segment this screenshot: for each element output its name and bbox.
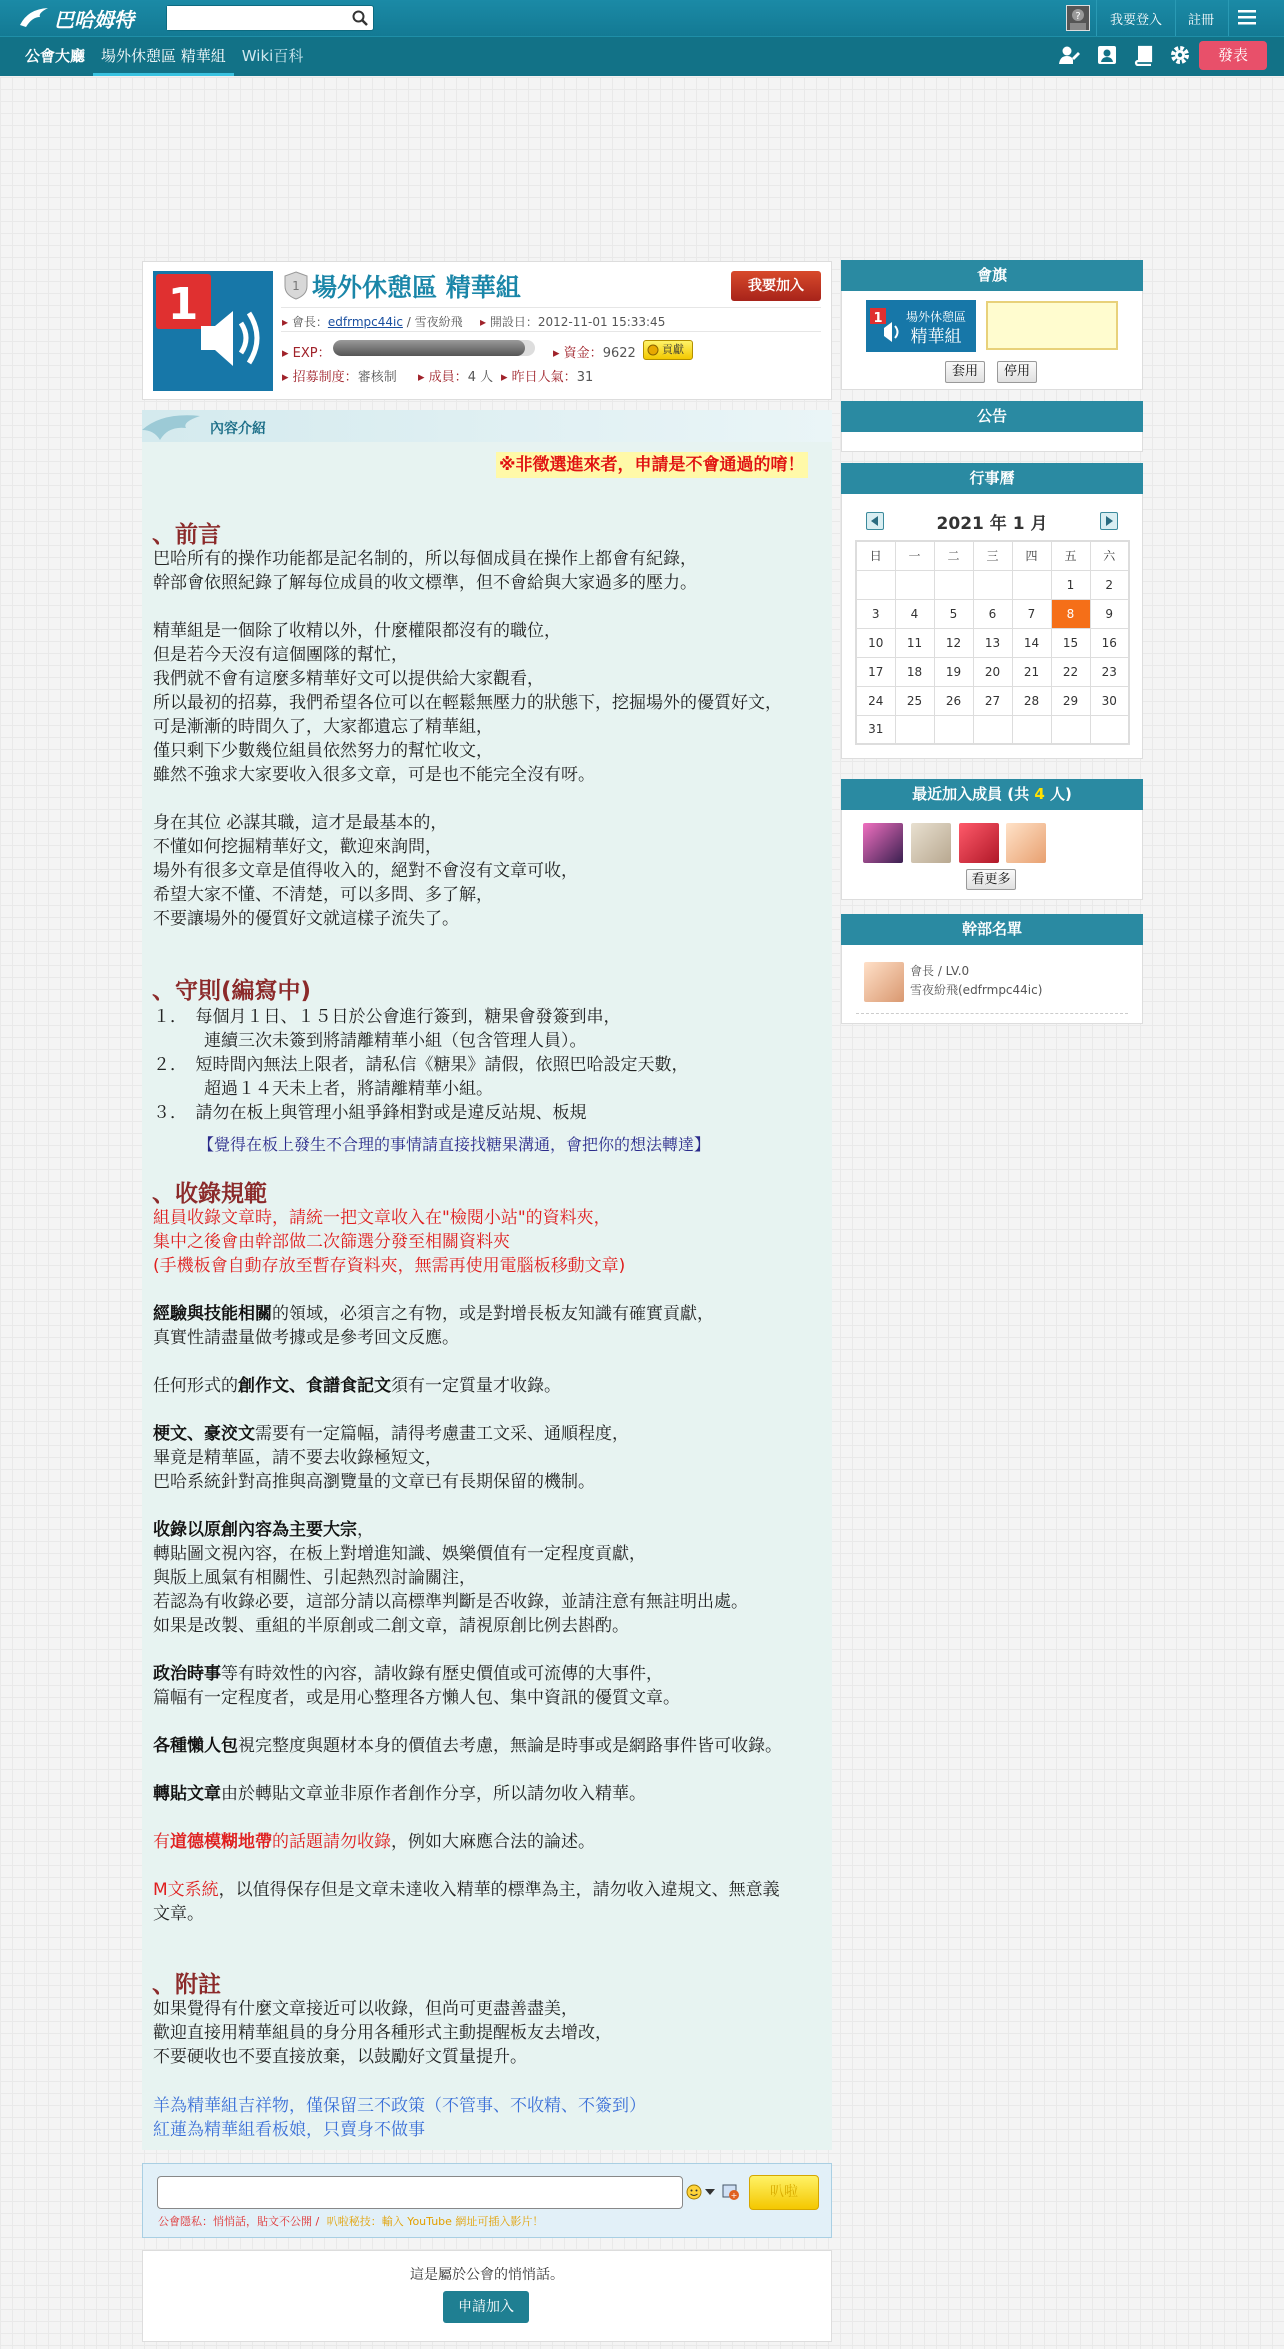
notice-box — [841, 432, 1143, 452]
calendar-day[interactable]: 14 — [1012, 628, 1051, 657]
exp-info: ▸ EXP： — [282, 346, 331, 361]
calendar-day[interactable]: 12 — [934, 628, 973, 657]
funds-label: 資金： — [563, 346, 603, 361]
site-logo[interactable] — [18, 3, 134, 33]
text-line: 幹部會依照紀錄了解每位成員的收文標準，但不會給與大家過多的壓力。 — [153, 573, 697, 593]
join-button[interactable]: 我要加入 — [731, 271, 821, 301]
staff-avatar[interactable] — [864, 962, 904, 1002]
weekday-label: 六 — [1090, 541, 1129, 570]
calendar-day[interactable]: 27 — [973, 686, 1012, 715]
week-row — [856, 599, 1129, 628]
guild-tabs — [17, 36, 311, 76]
guild-flag-image-icon — [866, 300, 976, 352]
search-box — [166, 5, 374, 31]
text-line: 巴哈所有的操作功能都是記名制的，所以每個成員在操作上都會有紀錄， — [153, 549, 697, 569]
para: 任何形式的創作文、食譜食記文須有一定質量才收錄。 — [153, 1376, 561, 1396]
privacy-label: 公會隱私：悄悄話，貼文不公開 / — [158, 2215, 320, 2228]
logo-text: 巴哈姆特 — [54, 7, 134, 32]
youtube-tip: 叭啦秘技：輸入 YouTube 網址可插入影片！ — [326, 2215, 544, 2228]
calendar-day[interactable]: 30 — [1090, 686, 1129, 715]
mascot-note: 紅蓮為精華組看板娘，只賣身不做事 — [153, 2120, 425, 2140]
calendar-day[interactable]: 22 — [1051, 657, 1090, 686]
emoji-icon[interactable] — [686, 2184, 702, 2200]
text-line: 不要讓場外的優質好文就這樣子流失了。 — [153, 909, 459, 929]
privacy-note — [158, 2213, 543, 2229]
recent-members-header — [841, 779, 1143, 810]
calendar-day[interactable]: 3 — [856, 599, 895, 628]
see-more-button[interactable]: 看更多 — [966, 869, 1016, 890]
shield-badge-icon — [283, 270, 309, 300]
recruit-value: 審核制 — [357, 370, 397, 385]
svg-text:+: + — [730, 2191, 738, 2200]
divider — [281, 331, 821, 332]
member-avatar[interactable] — [959, 823, 999, 863]
unknown-user-icon — [1067, 6, 1089, 30]
para: 若認為有收錄必要，這部分請以高標準判斷是否收錄，並請注意有無註明出處。 — [153, 1592, 748, 1612]
text-line: 雖然不強求大家要收入很多文章，可是也不能完全沒有呀。 — [153, 765, 595, 785]
flag-preview — [986, 301, 1118, 350]
calendar-day[interactable]: 24 — [856, 686, 895, 715]
calendar-day[interactable]: 23 — [1090, 657, 1129, 686]
calendar-day[interactable]: 4 — [895, 599, 934, 628]
section-title: 、守則(編寫中) — [152, 978, 312, 1004]
warning-notice: ※非徵選進來者，申請是不會通過的唷！ — [496, 452, 808, 478]
text-line: ２． 短時間內無法上限者，請私信《糖果》請假，依照巴哈設定天數， — [153, 1055, 689, 1075]
svg-text:1: 1 — [292, 279, 300, 293]
text-line: 歡迎直接用精華組員的身分用各種形式主動提醒板友去增改， — [153, 2023, 612, 2043]
notice-header: 公告 — [841, 401, 1143, 432]
tab-guild-hall[interactable]: 公會大廳 — [25, 47, 86, 65]
staff-role: 會長 / LV.0 — [910, 964, 970, 978]
calendar-empty-cell — [1012, 715, 1051, 744]
divider — [1228, 0, 1229, 36]
weekday-label: 日 — [856, 541, 895, 570]
para: 梗文、豪洨文需要有一定篇幅，請得考慮畫工文采、通順程度， — [153, 1424, 629, 1444]
week-row — [856, 570, 1129, 599]
calendar-empty-cell — [856, 570, 895, 599]
calendar-day[interactable]: 21 — [1012, 657, 1051, 686]
calendar-day[interactable]: 29 — [1051, 686, 1090, 715]
calendar-day[interactable]: 31 — [856, 715, 895, 744]
profile-card-icon[interactable] — [1096, 44, 1118, 66]
leader-info: ▸ 會長：edfrmpc44ic / 雪夜紛飛 — [282, 315, 463, 329]
open-date: 2012-11-01 15:33:45 — [537, 315, 666, 329]
member-avatar[interactable] — [1006, 823, 1046, 863]
members-only-text: 這是屬於公會的悄悄話。 — [410, 2267, 564, 2283]
para: 政治時事等有時效性的內容，請收錄有歷史價值或可流傳的大事件， — [153, 1664, 663, 1684]
calendar-day[interactable]: 16 — [1090, 628, 1129, 657]
text-line: 組員收錄文章時，請統一把文章收入在"檢閱小站"的資料夾， — [153, 1208, 611, 1228]
para: 與版上風氣有相關性、引起熱烈討論關注， — [153, 1568, 476, 1588]
text-line: 身在其位 必謀其職，這才是最基本的， — [153, 813, 448, 833]
weekday-label: 三 — [973, 541, 1012, 570]
calendar-empty-cell — [973, 715, 1012, 744]
para: 轉貼文章由於轉貼文章並非原作者創作分享，所以請勿收入精華。 — [153, 1784, 646, 1804]
funds-value: 9622 — [602, 346, 636, 361]
apply-button[interactable]: 申請加入 — [443, 2291, 529, 2323]
guild-avatar — [153, 271, 273, 391]
tab-guild-home[interactable]: 場外休憩區 精華組 — [93, 36, 234, 76]
book-icon[interactable] — [1133, 44, 1155, 66]
open-date-info: ▸ 開設日：2012-11-01 15:33:45 — [480, 315, 666, 329]
exp-label: EXP： — [292, 346, 331, 361]
weekday-label: 一 — [895, 541, 934, 570]
week-row — [856, 715, 1129, 744]
members-info: ▸ 成員：4 人 — [418, 370, 494, 385]
recent-count: 4 — [1034, 785, 1045, 803]
calendar-day[interactable]: 11 — [895, 628, 934, 657]
post-button[interactable]: 發表 — [1199, 41, 1267, 70]
member-manage-icon[interactable] — [1058, 44, 1080, 66]
submit-button[interactable]: 叭啦 — [749, 2175, 819, 2210]
calendar-day[interactable]: 9 — [1090, 599, 1129, 628]
content-header-title: 內容介紹 — [210, 421, 266, 437]
member-avatar[interactable] — [863, 823, 903, 863]
dragon-wing-icon — [142, 410, 202, 442]
calendar-day[interactable]: 2 — [1090, 570, 1129, 599]
popularity-value: 31 — [576, 370, 594, 385]
chevron-down-icon[interactable] — [705, 2189, 715, 2195]
member-avatar[interactable] — [911, 823, 951, 863]
calendar-day[interactable]: 20 — [973, 657, 1012, 686]
calendar-day[interactable]: 5 — [934, 599, 973, 628]
text-line: 場外有很多文章是值得收入的，絕對不會沒有文章可收， — [153, 861, 578, 881]
calendar-next-button[interactable] — [1100, 512, 1118, 530]
text-line: 可是漸漸的時間久了，大家都遺忘了精華組， — [153, 717, 493, 737]
calendar-day[interactable]: 18 — [895, 657, 934, 686]
calendar-empty-cell — [895, 715, 934, 744]
flag-apply-button[interactable]: 套用 — [945, 361, 985, 383]
exp-bar-fill — [333, 340, 525, 356]
search-icon[interactable] — [351, 9, 369, 27]
text-line: 連續三次未簽到將請離精華小組（包含管理人員）。 — [153, 1031, 587, 1051]
svg-text:1: 1 — [167, 279, 199, 330]
calendar-empty-cell — [973, 570, 1012, 599]
rules-note: 【覺得在板上發生不合理的事情請直接找糖果溝通，會把你的想法轉達】 — [198, 1135, 711, 1154]
reply-input[interactable] — [157, 2176, 683, 2209]
para: 收錄以原創內容為主要大宗， — [153, 1520, 374, 1540]
text-line: 不要硬收也不要直接放棄，以鼓勵好文質量提升。 — [153, 2047, 527, 2067]
leader-link[interactable]: edfrmpc44ic — [327, 315, 403, 329]
contribute-label: 貢獻 — [662, 343, 684, 356]
menu-icon[interactable] — [1238, 9, 1256, 25]
calendar-empty-cell — [934, 715, 973, 744]
coin-icon — [647, 344, 659, 356]
text-line: 但是若今天沒有這個團隊的幫忙， — [153, 645, 408, 665]
calendar-header: 行事曆 — [841, 463, 1143, 494]
text-line: 所以最初的招募，我們希望各位可以在輕鬆無壓力的狀態下，挖掘場外的優質好文， — [153, 693, 782, 713]
svg-text:精華組: 精華組 — [910, 327, 962, 347]
text-line: (手機板會自動存放至暫存資料夾，無需再使用電腦板移動文章) — [153, 1256, 626, 1276]
open-date-label: 開設日： — [489, 315, 538, 329]
text-line: 希望大家不懂、不清楚，可以多問、多了解， — [153, 885, 493, 905]
weekday-label: 二 — [934, 541, 973, 570]
calendar-day[interactable]: 10 — [856, 628, 895, 657]
text-line: 不懂如何挖掘精華好文，歡迎來詢問， — [153, 837, 442, 857]
tab-wiki[interactable]: Wiki百科 — [241, 47, 304, 65]
calendar-empty-cell — [895, 570, 934, 599]
calendar-empty-cell — [934, 570, 973, 599]
text-line: 僅只剩下少數幾位組員依然努力的幫忙收文， — [153, 741, 493, 761]
members-value: 4 人 — [467, 370, 494, 385]
calendar-day[interactable]: 28 — [1012, 686, 1051, 715]
para: 篇幅有一定程度者，或是用心整理各方懶人包、集中資訊的優質文章。 — [153, 1688, 680, 1708]
members-label: 成員： — [428, 370, 468, 385]
recruit-info: ▸ 招募制度：審核制 — [282, 370, 397, 385]
divider — [281, 307, 821, 308]
calendar-day[interactable]: 17 — [856, 657, 895, 686]
register-link[interactable]: 註冊 — [1188, 12, 1215, 28]
staff-header: 幹部名單 — [841, 914, 1143, 945]
image-insert-icon[interactable] — [722, 2183, 740, 2201]
para: 轉貼圖文視內容，在板上對增進知識、娛樂價值有一定程度貢獻， — [153, 1544, 646, 1564]
text-line: １． 每個月１日、１５日於公會進行簽到，糖果會發簽到串， — [153, 1007, 621, 1027]
section-title: 、附註 — [152, 1972, 221, 1998]
dragon-logo-icon — [18, 5, 52, 31]
calendar-empty-cell — [1012, 570, 1051, 599]
svg-text:?: ? — [1075, 11, 1081, 22]
text-line: ３． 請勿在板上與管理小組爭鋒相對或是違反站規、板規 — [153, 1103, 587, 1123]
para: 畢竟是精華區，請不要去收錄極短文， — [153, 1448, 442, 1468]
text-line: 如果覺得有什麼文章接近可以收錄，但尚可更盡善盡美， — [153, 1999, 578, 2019]
calendar-day[interactable]: 15 — [1051, 628, 1090, 657]
funds-info: ▸ 資金：9622 — [553, 346, 636, 361]
guild-flag — [866, 300, 976, 352]
flag-disable-button[interactable]: 停用 — [997, 361, 1037, 383]
recruit-label: 招募制度： — [292, 370, 358, 385]
divider — [1096, 0, 1097, 36]
svg-text:場外休憩區: 場外休憩區 — [905, 310, 967, 324]
chevron-right-icon — [1101, 513, 1117, 529]
calendar-day[interactable]: 7 — [1012, 599, 1051, 628]
para: 巴哈系統針對高推與高瀏覽量的文章已有長期保留的機制。 — [153, 1472, 595, 1492]
svg-text:1: 1 — [873, 311, 883, 326]
calendar-day[interactable]: 13 — [973, 628, 1012, 657]
calendar-day[interactable]: 26 — [934, 686, 973, 715]
divider — [856, 1013, 1128, 1014]
login-link[interactable]: 我要登入 — [1110, 12, 1163, 28]
text-line: 超過１４天未上者，將請離精華小組。 — [153, 1079, 493, 1099]
recent-title-suffix: 人) — [1044, 785, 1072, 803]
section-title: 、收錄規範 — [152, 1181, 267, 1207]
popularity-info: ▸ 昨日人氣：31 — [501, 370, 594, 385]
flag-header: 會旗 — [841, 260, 1143, 291]
gear-icon[interactable] — [1169, 44, 1191, 66]
popularity-label: 昨日人氣： — [511, 370, 577, 385]
divider — [1175, 0, 1176, 36]
para: 文章。 — [153, 1904, 204, 1924]
guild-name: 場外休憩區 精華組 — [312, 273, 521, 302]
calendar-empty-cell — [1090, 715, 1129, 744]
calendar-day[interactable]: 1 — [1051, 570, 1090, 599]
calendar-empty-cell — [1051, 715, 1090, 744]
text-line: 我們就不會有這麼多精華好文可以提供給大家觀看， — [153, 669, 544, 689]
para: M文系統，以值得保存但是文章未達收入精華的標準為主，請勿收入違規文、無意義 — [153, 1880, 780, 1900]
para: 有道德模糊地帶的話題請勿收錄，例如大麻應合法的論述。 — [153, 1832, 595, 1852]
week-row — [856, 657, 1129, 686]
para: 各種懶人包視完整度與題材本身的價值去考慮，無論是時事或是網路事件皆可收錄。 — [153, 1736, 782, 1756]
week-row — [856, 628, 1129, 657]
speaker-logo-icon — [153, 271, 273, 391]
calendar-day[interactable]: 25 — [895, 686, 934, 715]
leader-nickname: / 雪夜紛飛 — [402, 315, 463, 329]
section-title: 、前言 — [152, 522, 221, 548]
contribute-button[interactable] — [643, 340, 693, 360]
para: 如果是改製、重組的半原創或二創文章，請視原創比例去斟酌。 — [153, 1616, 629, 1636]
search-input[interactable] — [167, 6, 339, 30]
weekday-row — [856, 541, 1129, 570]
exp-bar — [333, 340, 535, 356]
user-avatar[interactable] — [1066, 5, 1090, 31]
text-line: 精華組是一個除了收精以外，什麼權限都沒有的職位， — [153, 621, 561, 641]
weekday-label: 四 — [1012, 541, 1051, 570]
para: 經驗與技能相關的領域，必須言之有物，或是對增長板友知識有確實貢獻， — [153, 1304, 714, 1324]
calendar-grid — [855, 540, 1130, 745]
week-row — [856, 686, 1129, 715]
para: 真實性請盡量做考據或是參考回文反應。 — [153, 1328, 459, 1348]
recent-title: 最近加入成員 (共 — [912, 785, 1035, 803]
leader-label: 會長： — [291, 315, 328, 329]
weekday-label: 五 — [1051, 541, 1090, 570]
calendar-day[interactable]: 19 — [934, 657, 973, 686]
calendar-month: 2021 年 1 月 — [936, 514, 1048, 534]
calendar-day[interactable]: 6 — [973, 599, 1012, 628]
mascot-note: 羊為精華組吉祥物，僅保留三不政策（不管事、不收精、不簽到） — [153, 2096, 646, 2116]
calendar-day[interactable]: 8 — [1051, 599, 1090, 628]
text-line: 集中之後會由幹部做二次篩選分發至相關資料夾 — [153, 1232, 510, 1252]
staff-name[interactable]: 雪夜紛飛(edfrmpc44ic) — [910, 983, 1043, 997]
